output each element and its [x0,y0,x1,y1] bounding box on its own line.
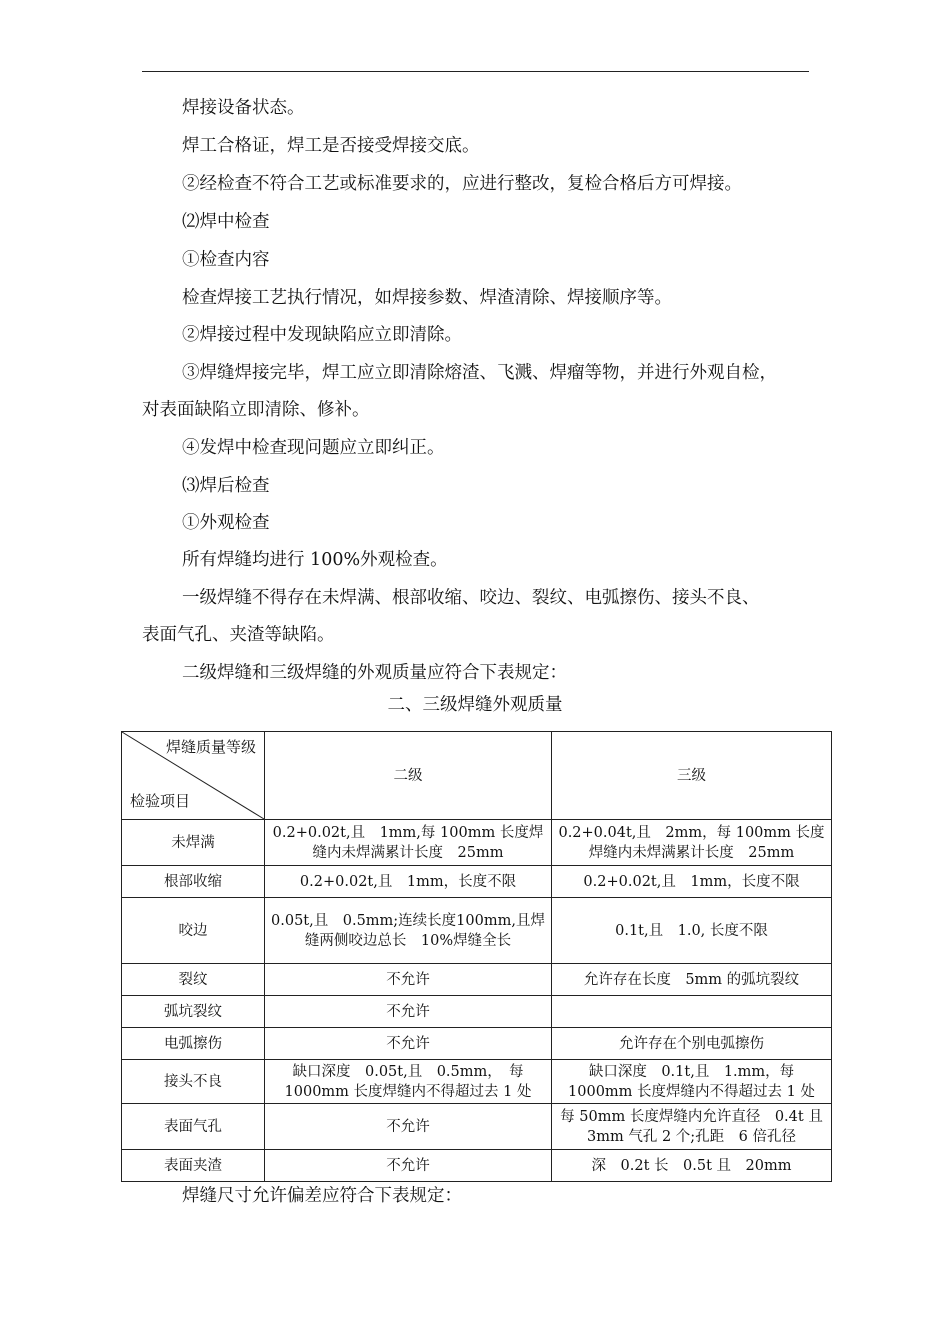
paragraph-line: ④发焊中检查现问题应立即纠正。 [182,438,445,458]
item-cell: 裂纹 [122,964,265,996]
grade3-cell: 深 0.2t 长 0.5t 且 20mm [552,1150,832,1182]
header-item-label: 检验项目 [130,792,191,810]
grade2-cell: 不允许 [265,1028,552,1060]
grade2-cell: 不允许 [265,1104,552,1150]
item-cell: 咬边 [122,898,265,964]
paragraph-line: 表面气孔、夹渣等缺陷。 [142,625,335,645]
grade3-cell: 缺口深度 0.1t,且 1.mm，每 1000mm 长度焊缝内不得超过去 1 处 [552,1060,832,1104]
table-row [122,996,832,1028]
after-table-text: 焊缝尺寸允许偏差应符合下表规定： [182,1186,462,1206]
paragraph-line: 焊工合格证，焊工是否接受焊接交底。 [182,136,480,156]
grade3-cell: 0.1t,且 1.0, 长度不限 [552,898,832,964]
grade2-cell: 缺口深度 0.05t,且 0.5mm， 每 1000mm 长度焊缝内不得超过去 1 处 [265,1060,552,1104]
grade3-cell: 允许存在个别电弧擦伤 [552,1028,832,1060]
grade2-cell: 0.2+0.02t,且 1mm,每 100mm 长度焊缝内未焊满累计长度 25mm [265,820,552,866]
paragraph-line: 对表面缺陷立即清除、修补。 [142,400,370,420]
paragraph-line: ①检查内容 [182,250,270,270]
grade3-cell: 0.2+0.02t,且 1mm，长度不限 [552,866,832,898]
item-cell: 电弧擦伤 [122,1028,265,1060]
header-grade2: 二级 [265,732,552,820]
paragraph-line: ②焊接过程中发现缺陷应立即清除。 [182,325,462,345]
header-grade3: 三级 [552,732,832,820]
item-cell: 未焊满 [122,820,265,866]
item-cell: 表面夹渣 [122,1150,265,1182]
paragraph-line: 焊接设备状态。 [182,98,305,118]
table-row [122,964,832,996]
grade2-cell: 不允许 [265,996,552,1028]
weld-quality-table [121,731,838,1182]
grade3-cell: 0.2+0.04t,且 2mm，每 100mm 长度焊缝内未焊满累计长度 25mm [552,820,832,866]
grade2-cell: 0.2+0.02t,且 1mm，长度不限 [265,866,552,898]
table-header-row [122,732,832,820]
paragraph-line: 所有焊缝均进行 100%外观检查。 [182,550,448,570]
paragraph-line: ⑶焊后检查 [182,476,270,496]
diagonal-header-cell [122,732,265,820]
table-row [122,1060,832,1104]
header-rule [142,71,809,72]
grade2-cell: 不允许 [265,964,552,996]
paragraph-line: ⑵焊中检查 [182,212,270,232]
grade3-cell: 每 50mm 长度焊缝内允许直径 0.4t 且 3mm 气孔 2 个;孔距 6 倍孔径 [552,1104,832,1150]
table-row [122,1150,832,1182]
grade2-cell: 不允许 [265,1150,552,1182]
paragraph-line: ②经检查不符合工艺或标准要求的，应进行整改，复检合格后方可焊接。 [182,174,742,194]
paragraph-line: 二级焊缝和三级焊缝的外观质量应符合下表规定： [182,663,567,683]
header-grade-label: 焊缝质量等级 [165,738,256,756]
grade2-cell: 0.05t,且 0.5mm;连续长度100mm,且焊缝两侧咬边总长 10%焊缝全长 [265,898,552,964]
item-cell: 表面气孔 [122,1104,265,1150]
grade3-cell [552,996,832,1028]
table-row [122,1104,832,1150]
table-row [122,866,832,898]
item-cell: 根部收缩 [122,866,265,898]
table-row [122,898,832,964]
paragraph-line: ①外观检查 [182,513,270,533]
table-row [122,820,832,866]
paragraph-line: 检查焊接工艺执行情况，如焊接参数、焊渣清除、焊接顺序等。 [182,288,672,308]
item-cell: 接头不良 [122,1060,265,1104]
table-caption: 二、三级焊缝外观质量 [387,695,563,715]
item-cell: 弧坑裂纹 [122,996,265,1028]
grade3-cell: 允许存在长度 5mm 的弧坑裂纹 [552,964,832,996]
paragraph-line: 一级焊缝不得存在未焊满、根部收缩、咬边、裂纹、电弧擦伤、接头不良、 [182,588,760,608]
table-row [122,1028,832,1060]
paragraph-line: ③焊缝焊接完毕，焊工应立即清除熔渣、飞溅、焊瘤等物，并进行外观自检， [182,363,777,383]
